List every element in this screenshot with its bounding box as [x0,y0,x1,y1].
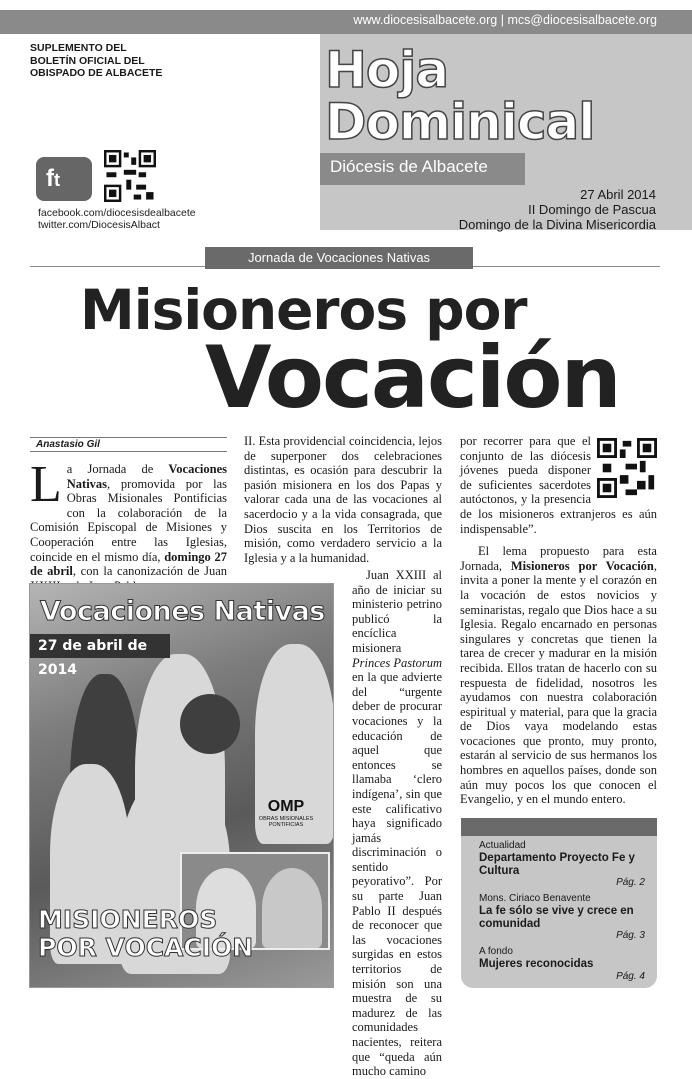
qr-code-icon[interactable] [104,150,156,202]
facebook-link[interactable]: facebook.com/diocesisdealbacete [38,207,196,219]
toc-header-band [461,818,657,836]
headline-line2: Vocación [205,328,620,428]
qr-code-icon[interactable] [597,438,657,498]
table-of-contents [461,818,657,988]
issue-date: 27 Abril 2014 [580,187,656,202]
poster-figure [180,694,240,754]
article-column-1: La Jornada de Vocaciones Nativas, promovida por las Obras Misionales Pontificias con la colaboración de la Comisión Episcopal de Misiones y Cooperación entre las Iglesias, coincide en el mismo día, domingo 27 de abril, con la canonización de Juan [30,456,228,579]
article-column-3: por recorrer para que el conjunto de las diócesis jóvenes pueda disponer de suficientes sacerdotes autóctonos, y la presencia de los misioneros extranjeros es aún indispensable”. El lema propuesto para esta Jornada, Misioneros por Vocación, invita a poner la mente y el corazón en la vocación de estos novicios y seminaristas, regalo que Dios hace a su Iglesia. Regalo encarnado en personas singulares y concretas que tienen la tarea de crecer y madurar en la misión recibida. Ellos tratan de hacerlo con su respuesta de fidelidad, nosotros les ayudamos con nuestra colaboración espiritual y material, para que la gracia de Dios vaya modelando estas vocaciones que pronto, muy pronto, estarán al servicio de sus hermanos los hombres en aquellos países, donde son aún muy pocos los que conocen el Evangelio, y en el mundo entero. [460,434,657,807]
toc-item[interactable]: A fondo Mujeres reconocidas Pág. 4 [479,946,645,982]
poster-slogan: MISIONEROS POR VOCACIÓN [38,905,254,962]
social-links [38,207,196,231]
headline-line1: Misioneros por [80,278,527,342]
liturgical-sunday: II Domingo de Pascua [528,202,656,217]
issue-date-block [459,187,656,232]
toc-item[interactable]: Actualidad Departamento Proyecto Fe y Cultura Pág. 2 [479,840,645,888]
article-column-2-continued: Juan XXIII al año de iniciar su ministerio petrino publicó la encíclica misionera Princes Pastorum en la que advierte del “urgente deber de procurar vocaciones y la educación de aquel que entonces se llamaba ‘clero indígena’, sin que este calificativo haya significado jamás discriminación o sentido peyorativo”. Por su parte Juan Pablo II después de reconocer que las vocaciones surgidas en estos territorios de misión son una muestra de su madurez de las comunidades nacientes, reitera que “queda aún mucho camino [352,568,442,1079]
top-contact-bar [0,10,692,34]
contact-line[interactable]: www.diocesisalbacete.org | mcs@diocesisalbacete.org [353,13,657,27]
masthead-subtitle: Diócesis de Albacete [330,157,488,176]
masthead-title-dominical: Dominical [325,93,595,151]
drop-cap: L [30,456,62,513]
article-kicker: Jornada de Vocaciones Nativas [205,247,473,269]
pope-portrait [262,868,322,948]
campaign-poster-image [29,583,334,988]
omp-logo: OMP OBRAS MISIONALES PONTIFICIAS [258,798,314,828]
supplement-note: SUPLEMENTO DEL BOLETÍN OFICIAL DEL OBISPADO DE ALBACETE [30,42,163,79]
poster-date: 27 de abril de 2014 [30,634,170,658]
facebook-twitter-icon[interactable]: ft [36,157,92,201]
masthead-title-hoja: Hoja [325,41,449,99]
article-column-2: II. Esta providencial coincidencia, lejos de superponer dos celebraciones distintas, es ocasión para descubrir la pasión misionera en los dos Papas y valorar cada una de las vocaciones al sacerdocio y a la vida consagrada, que Dios suscita en los Territorios de misión, como verdadero servicio a la Iglesia y a la humanidad. [244,434,442,565]
poster-title: Vocaciones Nativas [40,596,325,627]
article-author: Anastasio Gil [30,437,227,452]
twitter-link[interactable]: twitter.com/DiocesisAlbact [38,219,160,231]
liturgical-feast: Domingo de la Divina Misericordia [458,217,656,232]
toc-item[interactable]: Mons. Ciriaco Benavente La fe sólo se vive y crece en comunidad Pág. 3 [479,893,645,941]
